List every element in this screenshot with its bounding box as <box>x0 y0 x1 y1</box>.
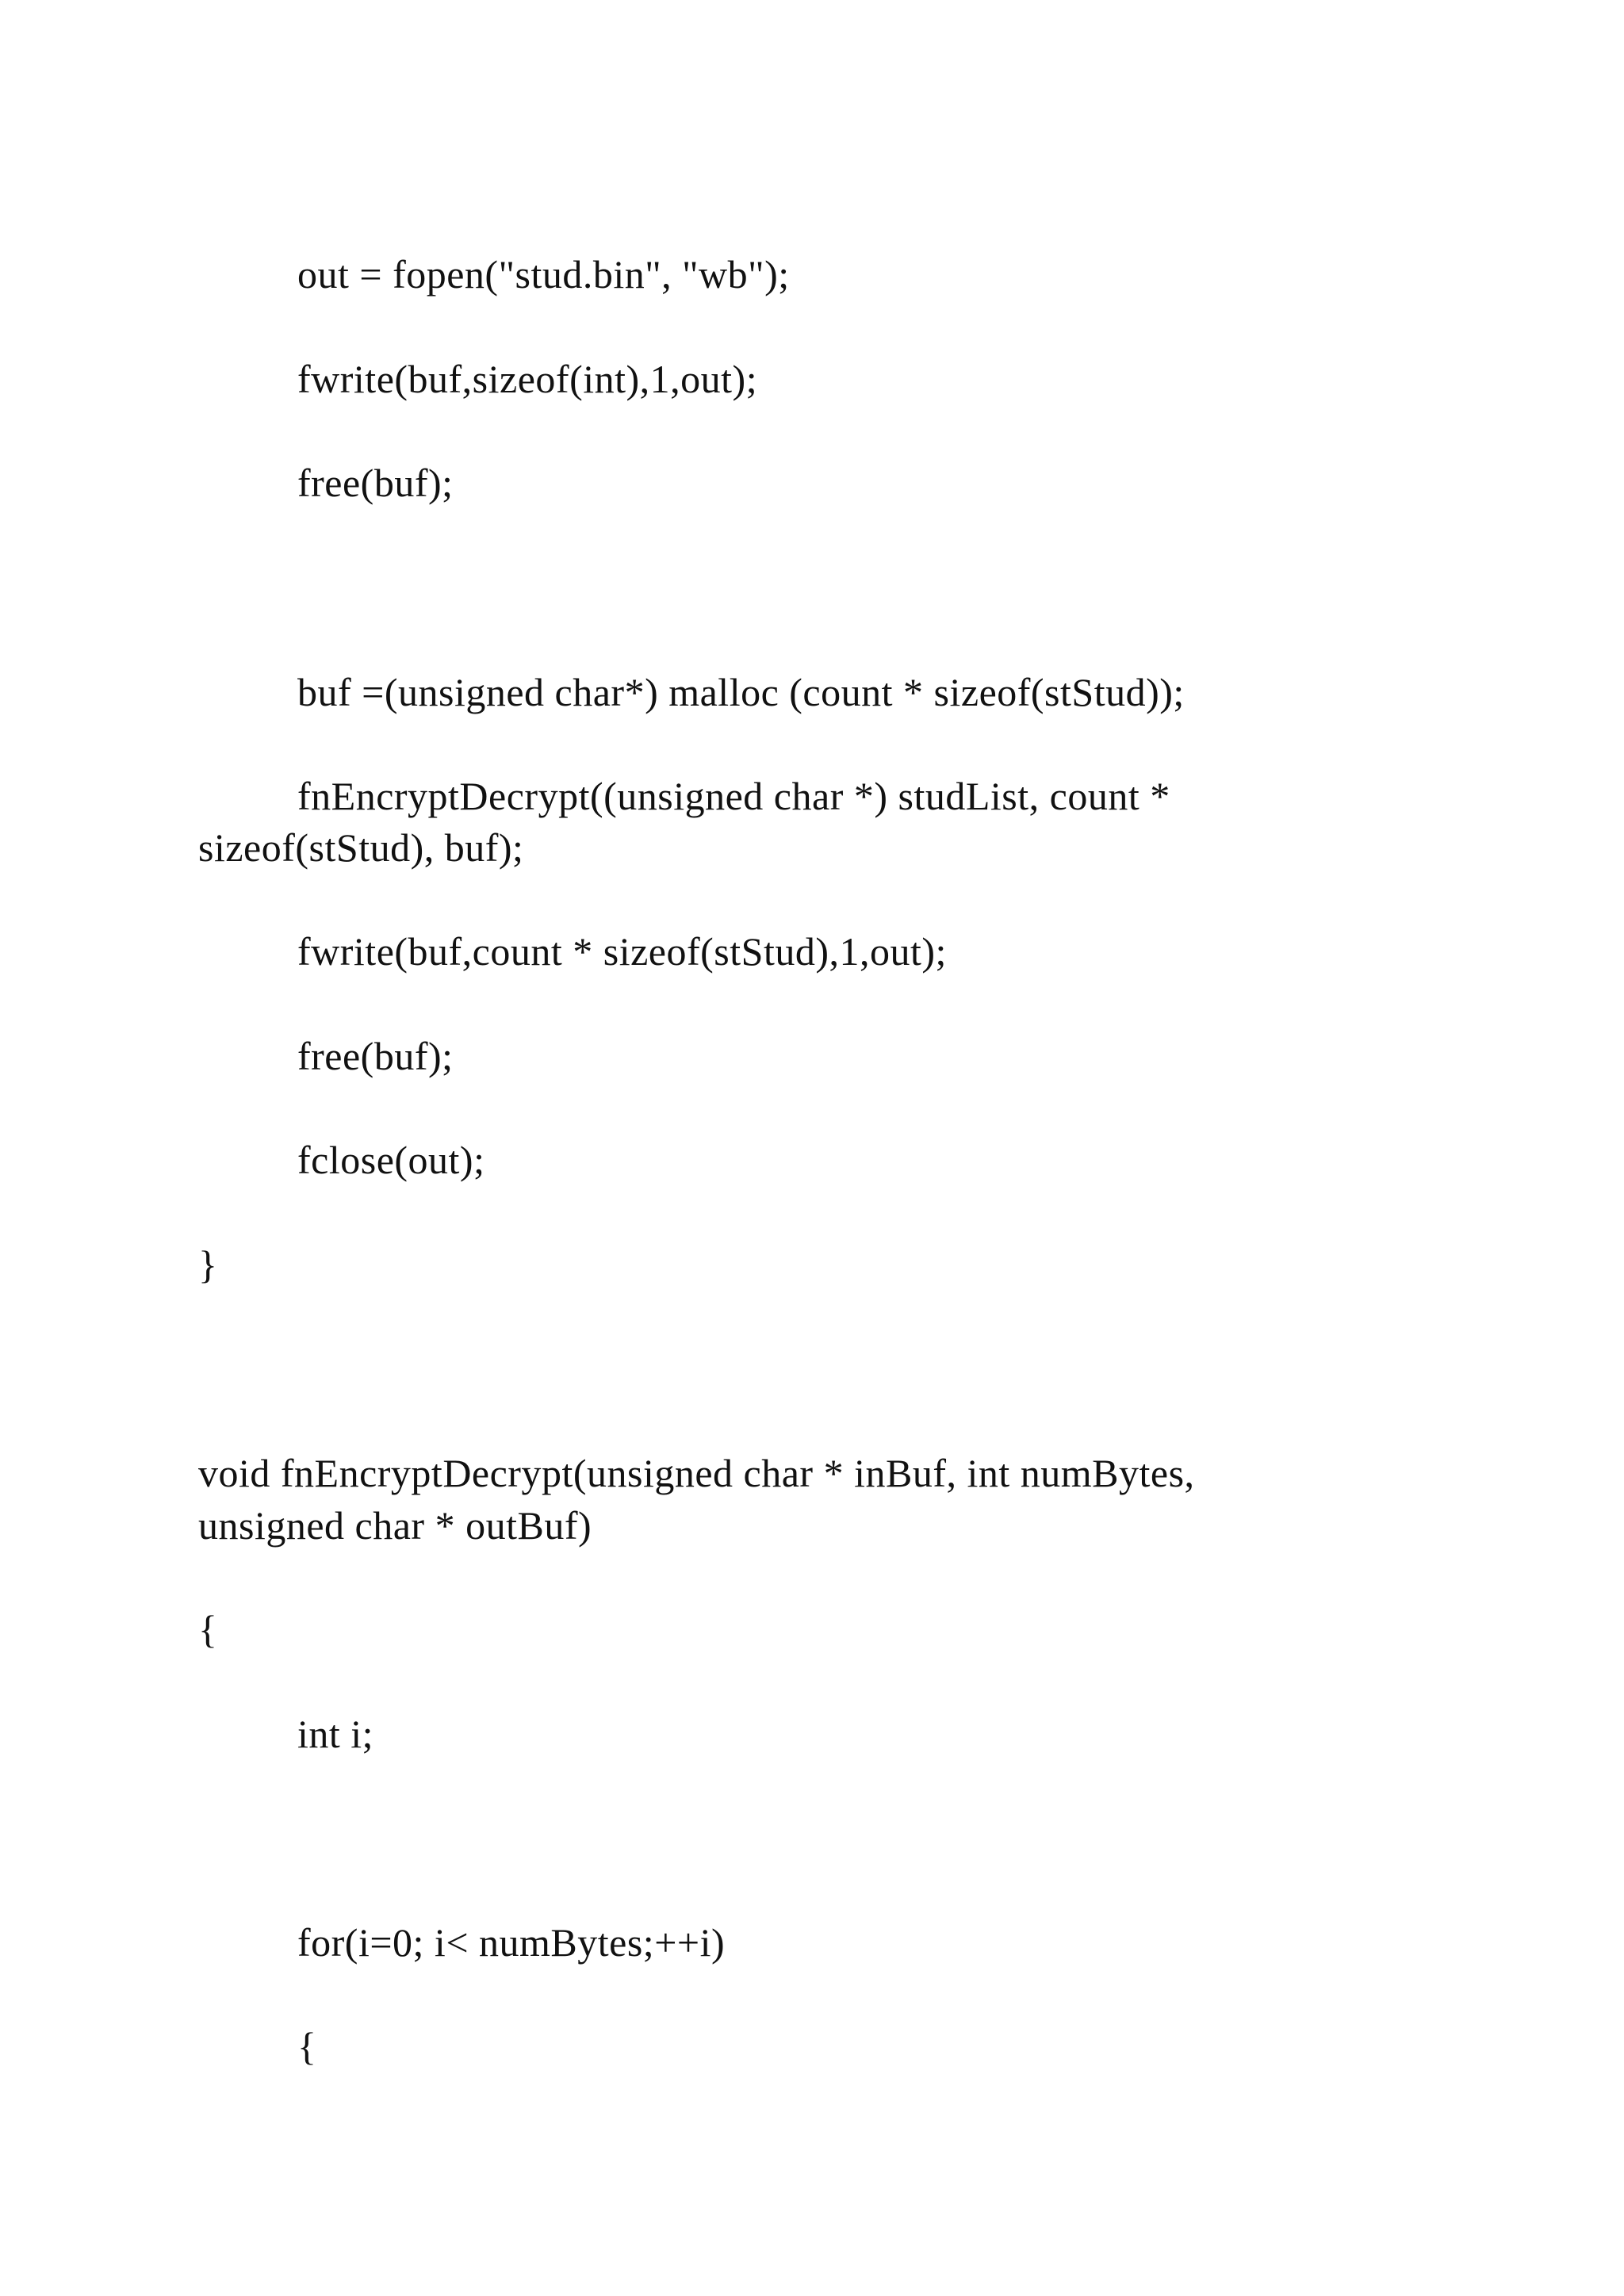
code-line: for(i=0; i< numBytes;++i) <box>297 1920 726 1965</box>
code-line: void fnEncryptDecrypt(unsigned char * inBuf, int numBytes, <box>198 1451 1195 1495</box>
code-line: fclose(out); <box>297 1138 485 1182</box>
code-line: fwrite(buf,sizeof(int),1,out); <box>297 357 758 401</box>
code-line: sizeof(stStud), buf); <box>198 825 524 870</box>
code-line: { <box>198 1607 218 1651</box>
code-line: free(buf); <box>297 1034 454 1078</box>
code-line: { <box>297 2024 317 2068</box>
code-line: int i; <box>297 1712 374 1756</box>
code-line: fwrite(buf,count * sizeof(stStud),1,out); <box>297 929 947 974</box>
code-line: } <box>198 1242 218 1287</box>
code-line: buf =(unsigned char*) malloc (count * sizeof(stStud)); <box>297 670 1185 714</box>
code-line: out = fopen("stud.bin", "wb"); <box>297 252 790 297</box>
code-line: free(buf); <box>297 461 454 505</box>
code-line: unsigned char * outBuf) <box>198 1503 592 1548</box>
code-line: fnEncryptDecrypt((unsigned char *) studList, count * <box>297 774 1170 818</box>
